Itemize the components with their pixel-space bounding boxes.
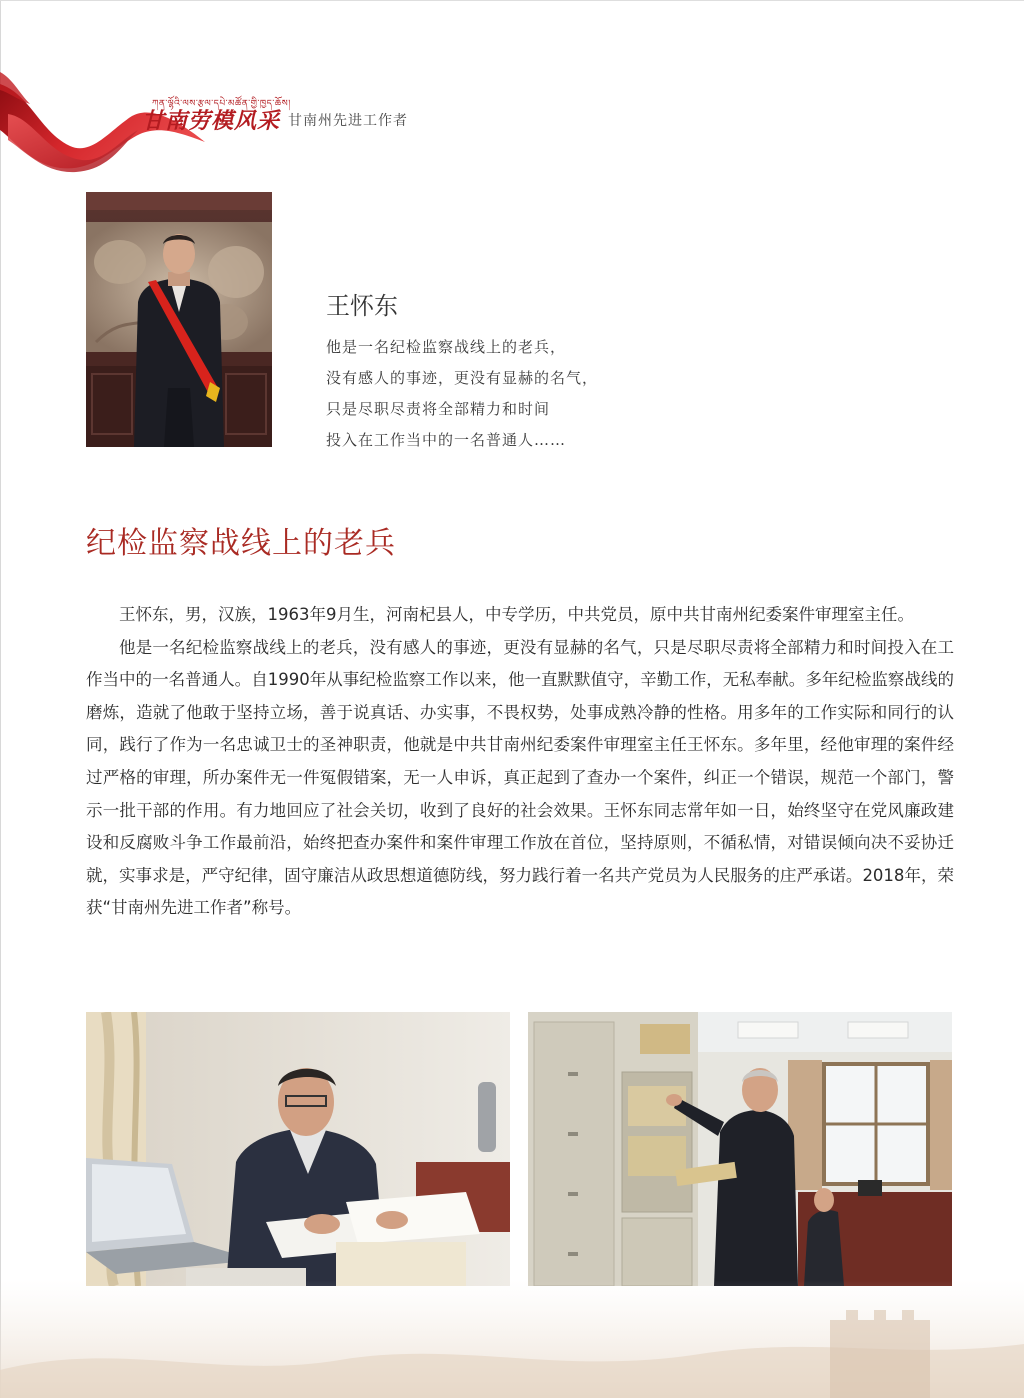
article-paragraph: 他是一名纪检监察战线上的老兵，没有感人的事迹，更没有显赫的名气，只是尽职尽责将全部精力和时间投入在工作当中的一名普通人。自1990年从事纪检监察工作以来，他一直默默值守，辛勤工作，无私奉献。多年纪检监察战线的磨炼，造就了他敢于坚持立场，善于说真话、办实事，不畏权势，处事成熟冷静的性格。用多年的工作实际和同行的认同，践行了作为一名忠诚卫士的圣神职责，他就是中共甘南州纪委案件审理室主任王怀东。多年里，经他审理的案件经过严格的审理，所办案件无一件冤假错案，无一人申诉，真正起到了查办一个案件，纠正一个错误，规范一个部门，警示一批干部的作用。有力地回应了社会关切，收到了良好的社会效果。王怀东同志常年如一日，始终坚守在党风廉政建设和反腐败斗争工作最前沿，始终把查办案件和案件审理工作放在首位，坚持原则，不循私情，对错误倾向决不妥协迁就，实事求是，严守纪律，固守廉洁从政思想道德防线，努力践行着一名共产党员为人民服务的庄严承诺。2018年，荣获“甘南州先进工作者”称号。 <box>86 637 954 918</box>
page-border-top <box>0 0 1024 1</box>
brand-title: 甘南劳模风采 <box>142 108 281 134</box>
intro-quote <box>326 336 598 460</box>
tibetan-title: ཀན་ལྷོའི་ལས་རྩལ་དཔེ་མཚོན་གྱི་ཁྱད་ཆོས། <box>152 99 291 109</box>
intro-line: 没有感人的事迹，更没有显赫的名气， <box>326 369 599 387</box>
article-title: 纪检监察战线上的老兵 <box>86 526 396 561</box>
person-name: 王怀东 <box>326 292 398 320</box>
great-wall-watermark <box>0 1280 1024 1398</box>
cabinet-photo-illustration <box>528 1012 952 1286</box>
portrait-photo <box>86 192 272 447</box>
intro-line: 只是尽职尽责将全部精力和时间 <box>326 400 551 418</box>
portrait-illustration <box>86 192 272 447</box>
photo-at-desk <box>86 1012 510 1286</box>
intro-line: 他是一名纪检监察战线上的老兵， <box>326 338 567 356</box>
brand-subtitle: 甘南州先进工作者 <box>288 113 408 129</box>
page-header <box>0 60 520 180</box>
article-body <box>86 599 954 925</box>
intro-line: 投入在工作当中的一名普通人…… <box>326 431 567 449</box>
desk-photo-illustration <box>86 1012 510 1286</box>
page-border <box>0 0 1 1398</box>
photo-at-cabinet <box>528 1012 952 1286</box>
article-paragraph: 王怀东，男，汉族，1963年9月生，河南杞县人，中专学历，中共党员，原中共甘南州纪委案件审理室主任。 <box>119 605 914 624</box>
